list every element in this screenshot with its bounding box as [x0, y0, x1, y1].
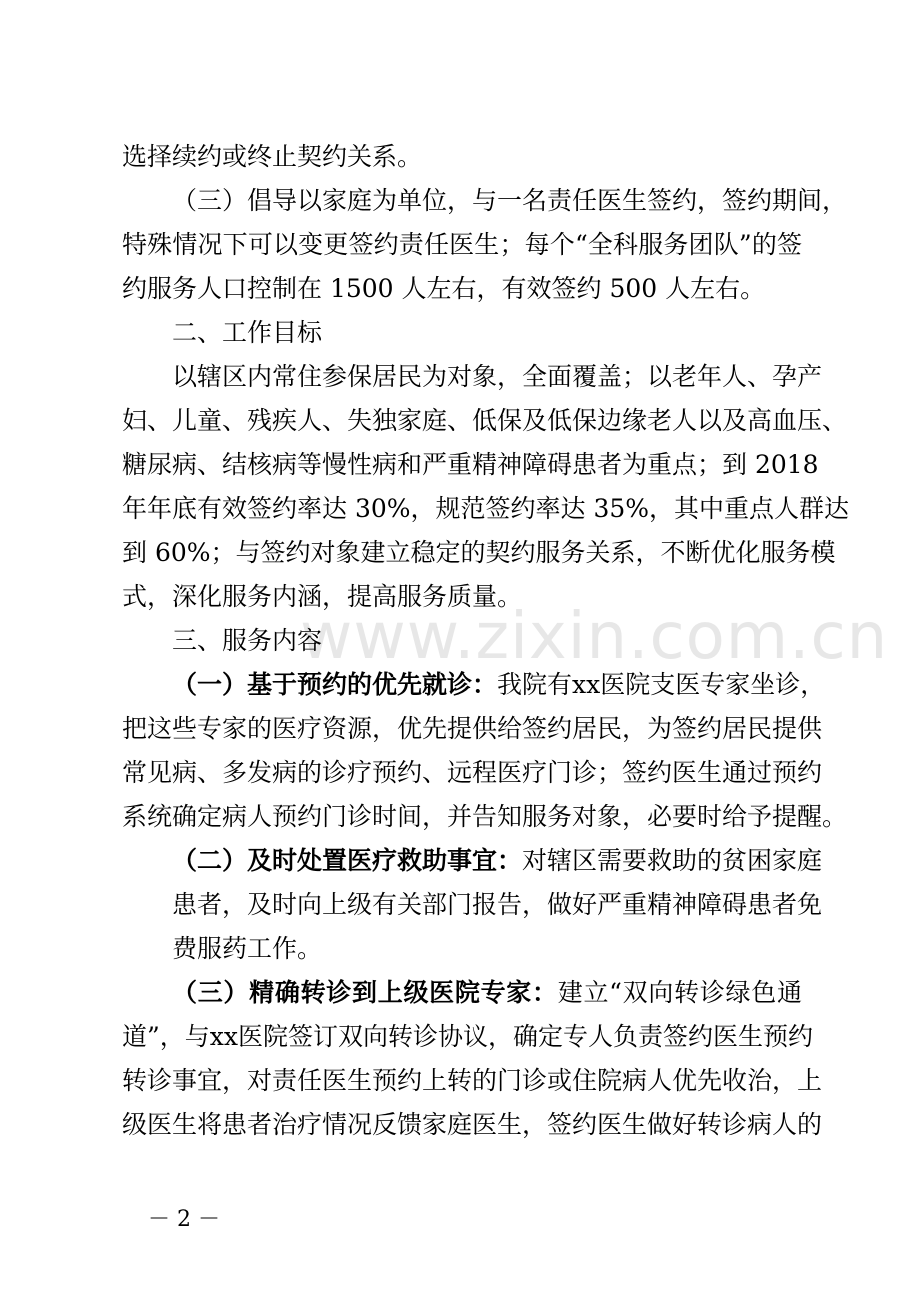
item-lead: （三）精确转诊到上级医院专家：: [172, 978, 558, 1007]
paragraph-line: 道”，与xx医院签订双向转诊协议，确定专人负责签约医生预约: [122, 1022, 813, 1051]
page-number: － 2 －: [148, 1207, 220, 1232]
paragraph-line: 糖尿病、结核病等慢性病和严重精神障碍患者为重点；到 2018: [122, 450, 819, 479]
paragraph-line: 级医生将患者治疗情况反馈家庭医生，签约医生做好转诊病人的: [122, 1110, 823, 1139]
paragraph-line: 把这些专家的医疗资源，优先提供给签约居民，为签约居民提供: [122, 714, 823, 743]
item-lead: （二）及时处置医疗救助事宜：: [172, 846, 523, 875]
section-heading: 三、服务内容: [172, 626, 323, 655]
watermark: www.zixin.com.cn: [300, 600, 889, 674]
paragraph-line: 费服药工作。: [172, 934, 323, 963]
paragraph-line: （三）倡导以家庭为单位，与一名责任医生签约，签约期间，: [172, 186, 848, 215]
item-text: 对辖区需要救助的贫困家庭: [522, 846, 823, 875]
item-first-line: [172, 838, 823, 884]
paragraph-line: 选择续约或终止契约关系。: [122, 142, 423, 171]
section-heading: 二、工作目标: [172, 318, 323, 347]
item-first-line: [172, 662, 826, 708]
paragraph-line: 特殊情况下可以变更签约责任医生；每个“全科服务团队”的签: [122, 230, 802, 259]
paragraph-line: 以辖区内常住参保居民为对象，全面覆盖；以老年人、孕产: [172, 362, 823, 391]
item-text: 我院有xx医院支医专家坐诊，: [497, 670, 826, 699]
paragraph-line: 式，深化服务内涵，提高服务质量。: [122, 582, 523, 611]
paragraph-line: 到 60%；与签约对象建立稳定的契约服务关系，不断优化服务模: [122, 538, 836, 567]
paragraph-line: 约服务人口控制在 1500 人左右，有效签约 500 人左右。: [122, 274, 766, 303]
paragraph-line: 年年底有效签约率达 30%，规范签约率达 35%，其中重点人群达: [122, 494, 850, 523]
paragraph-line: 妇、儿童、残疾人、失独家庭、低保及低保边缘老人以及高血压、: [122, 406, 848, 435]
paragraph-line: 患者，及时向上级有关部门报告，做好严重精神障碍患者免: [172, 890, 823, 919]
paragraph-line: 转诊事宜，对责任医生预约上转的门诊或住院病人优先收治，上: [122, 1066, 823, 1095]
paragraph-line: 常见病、多发病的诊疗预约、远程医疗门诊；签约医生通过预约: [122, 758, 823, 787]
item-first-line: [172, 970, 802, 1016]
paragraph-line: 系统确定病人预约门诊时间，并告知服务对象，必要时给予提醒。: [122, 802, 848, 831]
item-text: 建立“双向转诊绿色通: [557, 978, 802, 1007]
item-lead: （一）基于预约的优先就诊：: [172, 670, 498, 699]
